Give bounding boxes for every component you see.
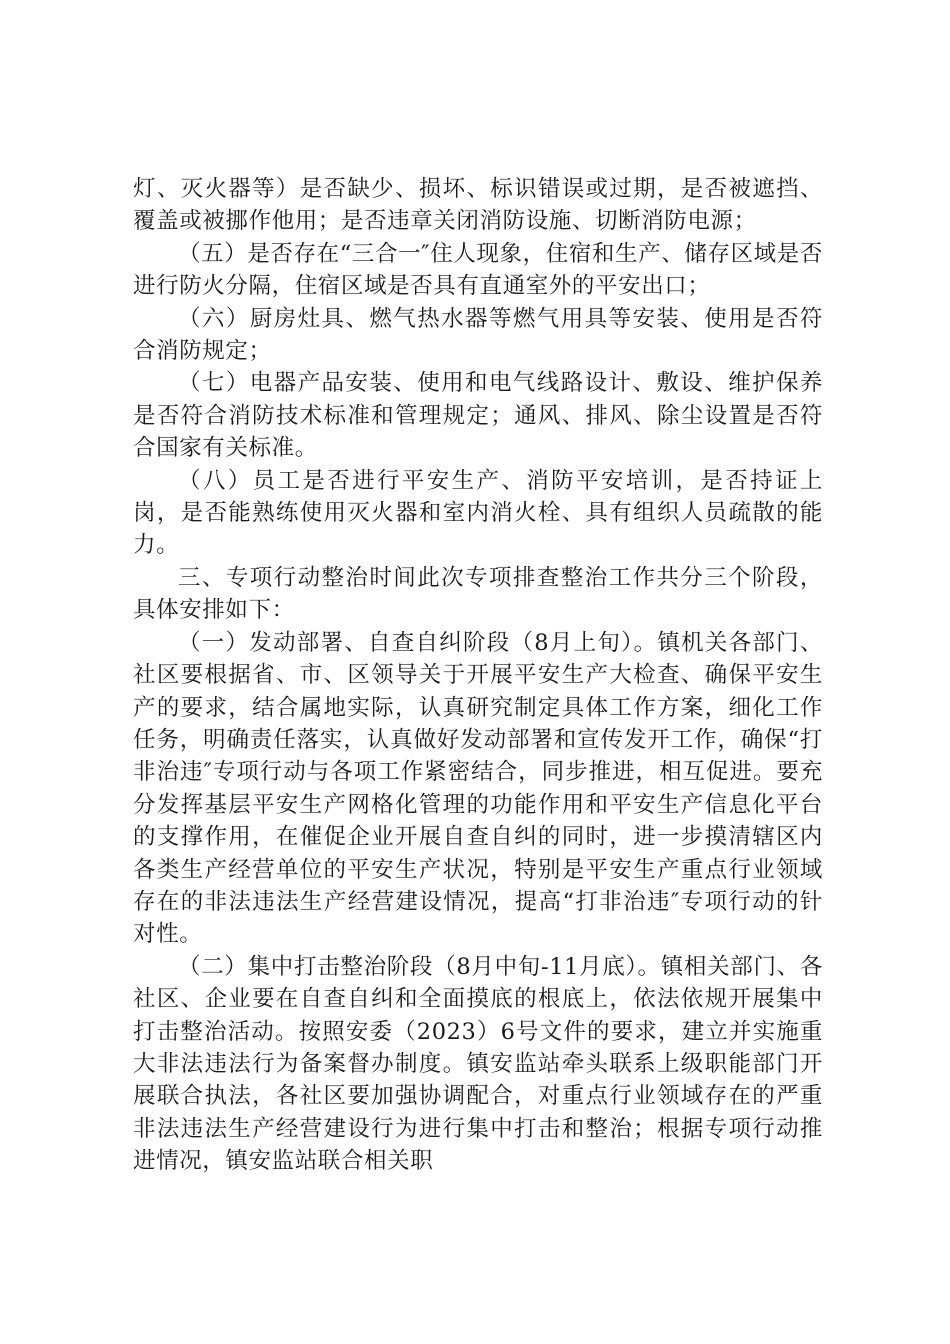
document-body [133,173,823,1178]
paragraph-item-8: （八）员工是否进行平安生产、消防平安培训，是否持证上岗，是否能熟练使用灭火器和室内消火栓、具有组织人员疏散的能力。 [133,467,823,559]
paragraph-section-3-heading: 三、专项行动整治时间此次专项排查整治工作共分三个阶段，具体安排如下： [133,564,823,624]
paragraph-item-5: （五）是否存在“三合一″住人现象，住宿和生产、储存区域是否进行防火分隔，住宿区域是否具有直通室外的平安出口； [133,240,823,300]
paragraph-phase-2: （二）集中打击整治阶段（8月中旬-11月底）。镇相关部门、各社区、企业要在自查自纠和全面摸底的根底上，依法依规开展集中打击整治活动。按照安委（2023）6号文件的要求，建立并实施重大非法违法行为备案督办制度。镇安监站牵头联系上级职能部门开展联合执法，各社区要加强协调配合，对重点行业领域存在的严重非法违法生产经营建设行为进行集中打击和整治；根据专项行动推进情况，镇安监站联合相关职 [133,953,823,1175]
paragraph-item-7: （七）电器产品安装、使用和电气线路设计、敷设、维护保养是否符合消防技术标准和管理规定；通风、排风、除尘设置是否符合国家有关标准。 [133,370,823,462]
paragraph-phase-1: （一）发动部署、自查自纠阶段（8月上旬）。镇机关各部门、社区要根据省、市、区领导关于开展平安生产大检查、确保平安生产的要求，结合属地实际，认真研究制定具体工作方案，细化工作任务，明确责任落实，认真做好发动部署和宣传发开工作，确保“打非治违″专项行动与各项工作紧密结合，同步推进，相互促进。要充分发挥基层平安生产网格化管理的功能作用和平安生产信息化平台的支撑作用，在催促企业开展自查自纠的同时，进一步摸清辖区内各类生产经营单位的平安生产状况，特别是平安生产重点行业领域存在的非法违法生产经营建设情况，提高“打非治违″专项行动的针对性。 [133,629,823,948]
paragraph-fire-equipment-continued: 灯、灭火器等）是否缺少、损坏、标识错误或过期，是否被遮挡、覆盖或被挪作他用；是否违章关闭消防设施、切断消防电源； [133,176,823,235]
paragraph-item-6: （六）厨房灶具、燃气热水器等燃气用具等安装、使用是否符合消防规定； [133,305,823,365]
